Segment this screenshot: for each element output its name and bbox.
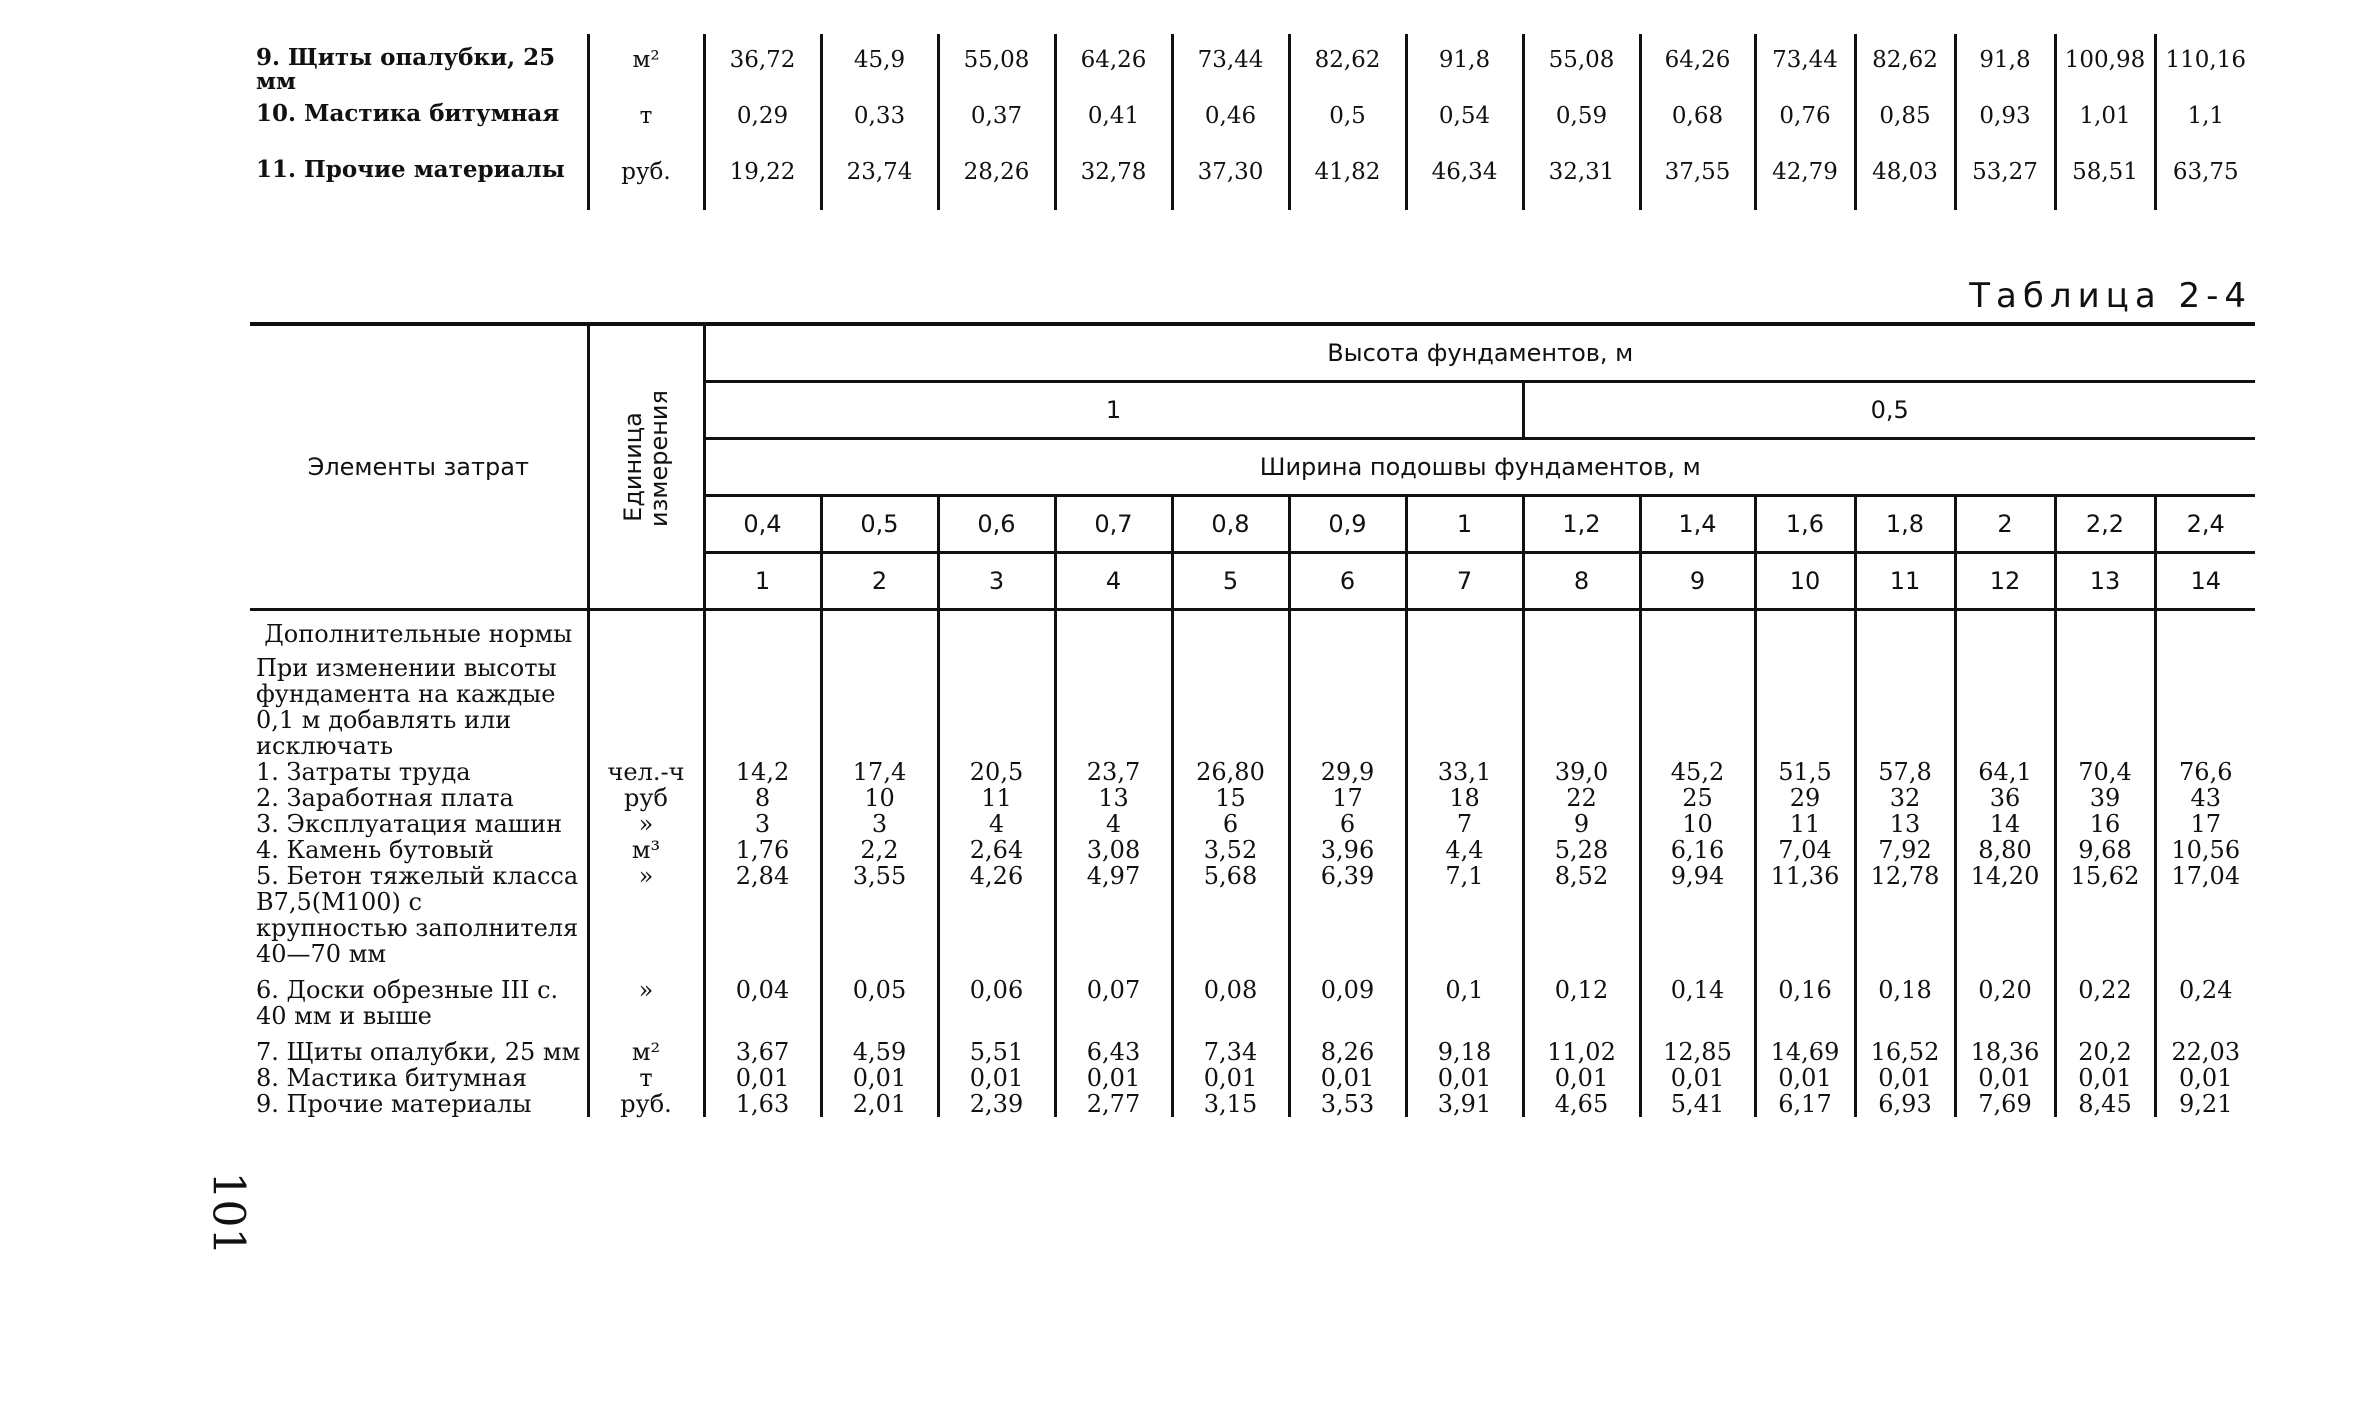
cell-value: 51,5 xyxy=(1755,759,1855,785)
cell-value: 11,36 xyxy=(1755,863,1855,967)
cell-value: 0,93 xyxy=(1955,98,2055,154)
table-row xyxy=(250,967,2255,1029)
header-height-05: 0,5 xyxy=(1523,382,2255,439)
header-width-value: 1,4 xyxy=(1640,496,1755,553)
empty-cell xyxy=(1523,621,1640,647)
cell-value: 0,01 xyxy=(1055,1065,1172,1091)
cell-value: 7,04 xyxy=(1755,837,1855,863)
row-label: 5. Бетон тяжелый класса В7,5(М100) с крупностью заполнителя 40—70 мм xyxy=(256,862,579,968)
empty-cell xyxy=(1406,647,1523,759)
cell-value: 9,94 xyxy=(1640,863,1755,967)
row-label: 10. Мастика битумная xyxy=(256,100,560,127)
cell-value: 1,63 xyxy=(704,1091,821,1117)
header-column-number: 7 xyxy=(1406,553,1523,610)
cell-value: 0,01 xyxy=(1955,1065,2055,1091)
row-unit: руб xyxy=(588,785,704,811)
cell-value: 39,0 xyxy=(1523,759,1640,785)
row-label: 9. Прочие материалы xyxy=(256,1090,532,1118)
cell-value: 0,01 xyxy=(2055,1065,2155,1091)
cell-value: 29,9 xyxy=(1289,759,1406,785)
continued-table xyxy=(250,34,2255,210)
header-width-value: 1,2 xyxy=(1523,496,1640,553)
cell-value: 45,9 xyxy=(821,34,938,98)
cell-value: 0,01 xyxy=(2155,1065,2255,1091)
cell-value: 4,65 xyxy=(1523,1091,1640,1117)
cell-value: 91,8 xyxy=(1406,34,1523,98)
cell-value: 32,31 xyxy=(1523,154,1640,210)
cell-value: 0,01 xyxy=(1406,1065,1523,1091)
cell-value: 76,6 xyxy=(2155,759,2255,785)
header-unit-cell xyxy=(588,324,704,610)
cell-value: 0,22 xyxy=(2055,967,2155,1029)
cell-value: 6,43 xyxy=(1055,1029,1172,1065)
empty-cell xyxy=(588,621,704,647)
cell-value: 2,84 xyxy=(704,863,821,967)
empty-cell xyxy=(1955,647,2055,759)
cell-value: 82,62 xyxy=(1855,34,1955,98)
row-label: 9. Щиты опалубки, 25 мм xyxy=(256,44,556,95)
cell-value: 32 xyxy=(1855,785,1955,811)
cell-value: 9 xyxy=(1523,811,1640,837)
row-unit: чел.-ч xyxy=(588,759,704,785)
empty-cell xyxy=(1755,647,1855,759)
cell-value: 3,91 xyxy=(1406,1091,1523,1117)
cell-value: 4,26 xyxy=(938,863,1055,967)
row-unit: руб. xyxy=(588,1091,704,1117)
header-column-number: 4 xyxy=(1055,553,1172,610)
row-unit: » xyxy=(588,811,704,837)
page-number: 101 xyxy=(202,1171,254,1256)
cell-value: 2,01 xyxy=(821,1091,938,1117)
cell-value: 57,8 xyxy=(1855,759,1955,785)
header-column-number: 13 xyxy=(2055,553,2155,610)
cell-value: 1,76 xyxy=(704,837,821,863)
table-row xyxy=(250,837,2255,863)
cell-value: 2,64 xyxy=(938,837,1055,863)
cell-value: 28,26 xyxy=(938,154,1055,210)
cell-value: 19,22 xyxy=(704,154,821,210)
cell-value: 8 xyxy=(704,785,821,811)
header-width-value: 1 xyxy=(1406,496,1523,553)
empty-cell xyxy=(1955,621,2055,647)
cell-value: 0,85 xyxy=(1855,98,1955,154)
cell-value: 5,68 xyxy=(1172,863,1289,967)
empty-cell xyxy=(2055,621,2155,647)
cell-value: 5,51 xyxy=(938,1029,1055,1065)
cell-value: 39 xyxy=(2055,785,2155,811)
cell-value: 0,1 xyxy=(1406,967,1523,1029)
cell-value: 0,33 xyxy=(821,98,938,154)
cell-value: 1,01 xyxy=(2055,98,2155,154)
cell-value: 6,17 xyxy=(1755,1091,1855,1117)
empty-cell xyxy=(704,621,821,647)
table-row xyxy=(250,1029,2255,1065)
cell-value: 36,72 xyxy=(704,34,821,98)
cell-value: 3,15 xyxy=(1172,1091,1289,1117)
cell-value: 0,01 xyxy=(1289,1065,1406,1091)
cell-value: 17,4 xyxy=(821,759,938,785)
cell-value: 91,8 xyxy=(1955,34,2055,98)
cell-value: 12,85 xyxy=(1640,1029,1755,1065)
cell-value: 0,18 xyxy=(1855,967,1955,1029)
header-column-number: 6 xyxy=(1289,553,1406,610)
header-width-value: 0,9 xyxy=(1289,496,1406,553)
cell-value: 82,62 xyxy=(1289,34,1406,98)
cell-value: 0,46 xyxy=(1172,98,1289,154)
table-row xyxy=(250,34,2255,98)
cell-value: 15 xyxy=(1172,785,1289,811)
cell-value: 64,26 xyxy=(1640,34,1755,98)
header-width-value: 1,6 xyxy=(1755,496,1855,553)
cell-value: 43 xyxy=(2155,785,2255,811)
row-unit: м² xyxy=(588,34,704,98)
cell-value: 0,01 xyxy=(821,1065,938,1091)
cell-value: 11 xyxy=(1755,811,1855,837)
row-unit: » xyxy=(588,967,704,1029)
section-row xyxy=(250,621,2255,647)
header-column-number: 14 xyxy=(2155,553,2255,610)
header-width-value: 1,8 xyxy=(1855,496,1955,553)
cell-value: 4,97 xyxy=(1055,863,1172,967)
header-elements: Элементы затрат xyxy=(250,324,588,610)
cell-value: 7,69 xyxy=(1955,1091,2055,1117)
header-width-value: 0,4 xyxy=(704,496,821,553)
cell-value: 110,16 xyxy=(2155,34,2255,98)
cell-value: 3,08 xyxy=(1055,837,1172,863)
empty-cell xyxy=(1406,621,1523,647)
cell-value: 3,53 xyxy=(1289,1091,1406,1117)
cell-value: 45,2 xyxy=(1640,759,1755,785)
header-width-value: 0,8 xyxy=(1172,496,1289,553)
cell-value: 0,41 xyxy=(1055,98,1172,154)
row-unit: м² xyxy=(588,1029,704,1065)
empty-cell xyxy=(821,647,938,759)
cell-value: 0,29 xyxy=(704,98,821,154)
cell-value: 6,16 xyxy=(1640,837,1755,863)
cell-value: 8,45 xyxy=(2055,1091,2155,1117)
header-width-title: Ширина подошвы фундаментов, м xyxy=(704,439,2255,496)
cell-value: 64,26 xyxy=(1055,34,1172,98)
row-label: 4. Камень бутовый xyxy=(256,836,494,864)
cell-value: 0,01 xyxy=(938,1065,1055,1091)
cell-value: 3,96 xyxy=(1289,837,1406,863)
cell-value: 0,08 xyxy=(1172,967,1289,1029)
header-column-number: 11 xyxy=(1855,553,1955,610)
cell-value: 17,04 xyxy=(2155,863,2255,967)
cell-value: 10,56 xyxy=(2155,837,2255,863)
empty-cell xyxy=(938,647,1055,759)
cell-value: 0,01 xyxy=(1172,1065,1289,1091)
cell-value: 0,07 xyxy=(1055,967,1172,1029)
cell-value: 6,39 xyxy=(1289,863,1406,967)
cell-value: 7 xyxy=(1406,811,1523,837)
cell-value: 55,08 xyxy=(938,34,1055,98)
cell-value: 0,20 xyxy=(1955,967,2055,1029)
header-column-number: 5 xyxy=(1172,553,1289,610)
cell-value: 0,09 xyxy=(1289,967,1406,1029)
empty-cell xyxy=(2155,647,2255,759)
row-label: 7. Щиты опалубки, 25 мм xyxy=(256,1038,581,1066)
cell-value: 11 xyxy=(938,785,1055,811)
cell-value: 22 xyxy=(1523,785,1640,811)
cell-value: 29 xyxy=(1755,785,1855,811)
empty-cell xyxy=(1640,647,1755,759)
section-intro: При изменении высоты фундамента на каждые 0,1 м добавлять или исключать xyxy=(256,654,557,760)
cell-value: 33,1 xyxy=(1406,759,1523,785)
cell-value: 4,4 xyxy=(1406,837,1523,863)
cell-value: 41,82 xyxy=(1289,154,1406,210)
cell-value: 10 xyxy=(1640,811,1755,837)
cell-value: 20,2 xyxy=(2055,1029,2155,1065)
cell-value: 0,76 xyxy=(1755,98,1855,154)
cell-value: 2,2 xyxy=(821,837,938,863)
cell-value: 14,69 xyxy=(1755,1029,1855,1065)
cell-value: 26,80 xyxy=(1172,759,1289,785)
header-width-value: 2,2 xyxy=(2055,496,2155,553)
row-unit: руб. xyxy=(588,154,704,210)
cell-value: 18 xyxy=(1406,785,1523,811)
cell-value: 6 xyxy=(1289,811,1406,837)
cell-value: 36 xyxy=(1955,785,2055,811)
row-unit: т xyxy=(588,1065,704,1091)
header-width-value: 0,6 xyxy=(938,496,1055,553)
cell-value: 9,18 xyxy=(1406,1029,1523,1065)
empty-cell xyxy=(588,647,704,759)
cell-value: 22,03 xyxy=(2155,1029,2255,1065)
header-width-value: 0,5 xyxy=(821,496,938,553)
cell-value: 0,16 xyxy=(1755,967,1855,1029)
row-label: 3. Эксплуатация машин xyxy=(256,810,563,838)
cell-value: 73,44 xyxy=(1172,34,1289,98)
empty-cell xyxy=(1172,647,1289,759)
cell-value: 14 xyxy=(1955,811,2055,837)
header-column-number: 2 xyxy=(821,553,938,610)
cell-value: 0,12 xyxy=(1523,967,1640,1029)
empty-cell xyxy=(1755,621,1855,647)
empty-cell xyxy=(821,621,938,647)
cell-value: 55,08 xyxy=(1523,34,1640,98)
cell-value: 0,05 xyxy=(821,967,938,1029)
cell-value: 13 xyxy=(1055,785,1172,811)
cell-value: 0,01 xyxy=(1755,1065,1855,1091)
header-column-number: 3 xyxy=(938,553,1055,610)
cell-value: 48,03 xyxy=(1855,154,1955,210)
cell-value: 23,7 xyxy=(1055,759,1172,785)
empty-cell xyxy=(1172,621,1289,647)
cell-value: 0,59 xyxy=(1523,98,1640,154)
cell-value: 0,01 xyxy=(704,1065,821,1091)
empty-cell xyxy=(1289,647,1406,759)
cell-value: 32,78 xyxy=(1055,154,1172,210)
cell-value: 5,28 xyxy=(1523,837,1640,863)
cell-value: 14,20 xyxy=(1955,863,2055,967)
cell-value: 1,1 xyxy=(2155,98,2255,154)
cell-value: 42,79 xyxy=(1755,154,1855,210)
header-column-number: 9 xyxy=(1640,553,1755,610)
cell-value: 4 xyxy=(938,811,1055,837)
cell-value: 0,24 xyxy=(2155,967,2255,1029)
cell-value: 11,02 xyxy=(1523,1029,1640,1065)
table-row xyxy=(250,154,2255,210)
header-height-1: 1 xyxy=(704,382,1523,439)
table-row xyxy=(250,98,2255,154)
cell-value: 13 xyxy=(1855,811,1955,837)
cell-value: 0,14 xyxy=(1640,967,1755,1029)
header-width-value: 0,7 xyxy=(1055,496,1172,553)
table-row xyxy=(250,863,2255,967)
cell-value: 4 xyxy=(1055,811,1172,837)
empty-cell xyxy=(1055,621,1172,647)
empty-cell xyxy=(1640,621,1755,647)
cell-value: 16,52 xyxy=(1855,1029,1955,1065)
cell-value: 6,93 xyxy=(1855,1091,1955,1117)
cell-value: 3,52 xyxy=(1172,837,1289,863)
header-column-number: 1 xyxy=(704,553,821,610)
cell-value: 2,77 xyxy=(1055,1091,1172,1117)
cell-value: 0,06 xyxy=(938,967,1055,1029)
row-unit: т xyxy=(588,98,704,154)
cell-value: 53,27 xyxy=(1955,154,2055,210)
table-title: Таблица 2-4 xyxy=(1969,276,2252,316)
cell-value: 9,68 xyxy=(2055,837,2155,863)
table-row xyxy=(250,1065,2255,1091)
empty-cell xyxy=(1855,647,1955,759)
cell-value: 70,4 xyxy=(2055,759,2155,785)
empty-cell xyxy=(1855,621,1955,647)
empty-cell xyxy=(1523,647,1640,759)
cell-value: 25 xyxy=(1640,785,1755,811)
cell-value: 100,98 xyxy=(2055,34,2155,98)
cell-value: 17 xyxy=(1289,785,1406,811)
row-unit: » xyxy=(588,863,704,967)
row-label: 11. Прочие материалы xyxy=(256,156,565,183)
cell-value: 7,92 xyxy=(1855,837,1955,863)
cell-value: 18,36 xyxy=(1955,1029,2055,1065)
cell-value: 0,54 xyxy=(1406,98,1523,154)
empty-cell xyxy=(1289,621,1406,647)
row-label: 8. Мастика битумная xyxy=(256,1064,528,1092)
cell-value: 0,01 xyxy=(1855,1065,1955,1091)
cell-value: 0,5 xyxy=(1289,98,1406,154)
cell-value: 0,04 xyxy=(704,967,821,1029)
cell-value: 0,01 xyxy=(1640,1065,1755,1091)
empty-cell xyxy=(1055,647,1172,759)
cell-value: 6 xyxy=(1172,811,1289,837)
cell-value: 20,5 xyxy=(938,759,1055,785)
cell-value: 0,68 xyxy=(1640,98,1755,154)
cell-value: 0,01 xyxy=(1523,1065,1640,1091)
cell-value: 7,34 xyxy=(1172,1029,1289,1065)
table-row xyxy=(250,1091,2255,1117)
cell-value: 14,2 xyxy=(704,759,821,785)
cell-value: 23,74 xyxy=(821,154,938,210)
header-width-value: 2 xyxy=(1955,496,2055,553)
cell-value: 0,37 xyxy=(938,98,1055,154)
table-row xyxy=(250,785,2255,811)
cell-value: 12,78 xyxy=(1855,863,1955,967)
cell-value: 7,1 xyxy=(1406,863,1523,967)
header-unit: Единица измерения xyxy=(619,390,673,527)
cell-value: 3 xyxy=(821,811,938,837)
empty-cell xyxy=(2155,621,2255,647)
empty-cell xyxy=(704,647,821,759)
cell-value: 37,55 xyxy=(1640,154,1755,210)
cell-value: 63,75 xyxy=(2155,154,2255,210)
cell-value: 2,39 xyxy=(938,1091,1055,1117)
table-row xyxy=(250,811,2255,837)
cell-value: 8,80 xyxy=(1955,837,2055,863)
cell-value: 58,51 xyxy=(2055,154,2155,210)
cell-value: 3,67 xyxy=(704,1029,821,1065)
cell-value: 3,55 xyxy=(821,863,938,967)
cell-value: 8,52 xyxy=(1523,863,1640,967)
header-column-number: 10 xyxy=(1755,553,1855,610)
header-height-title: Высота фундаментов, м xyxy=(704,324,2255,382)
header-column-number: 12 xyxy=(1955,553,2055,610)
empty-cell xyxy=(2055,647,2155,759)
cell-value: 37,30 xyxy=(1172,154,1289,210)
cell-value: 17 xyxy=(2155,811,2255,837)
row-unit: м³ xyxy=(588,837,704,863)
row-label: 1. Затраты труда xyxy=(256,758,471,786)
row-label: 6. Доски обрезные III с. 40 мм и выше xyxy=(256,976,559,1030)
header-column-number: 8 xyxy=(1523,553,1640,610)
cost-norms-table xyxy=(250,322,2255,1117)
cell-value: 15,62 xyxy=(2055,863,2155,967)
cell-value: 10 xyxy=(821,785,938,811)
section-intro-row xyxy=(250,647,2255,759)
cell-value: 64,1 xyxy=(1955,759,2055,785)
section-title: Дополнительные нормы xyxy=(264,620,573,648)
row-label: 2. Заработная плата xyxy=(256,784,514,812)
cell-value: 73,44 xyxy=(1755,34,1855,98)
cell-value: 9,21 xyxy=(2155,1091,2255,1117)
cell-value: 3 xyxy=(704,811,821,837)
table-row xyxy=(250,759,2255,785)
cell-value: 8,26 xyxy=(1289,1029,1406,1065)
empty-cell xyxy=(938,621,1055,647)
cell-value: 46,34 xyxy=(1406,154,1523,210)
cell-value: 16 xyxy=(2055,811,2155,837)
cell-value: 4,59 xyxy=(821,1029,938,1065)
header-width-value: 2,4 xyxy=(2155,496,2255,553)
cell-value: 5,41 xyxy=(1640,1091,1755,1117)
